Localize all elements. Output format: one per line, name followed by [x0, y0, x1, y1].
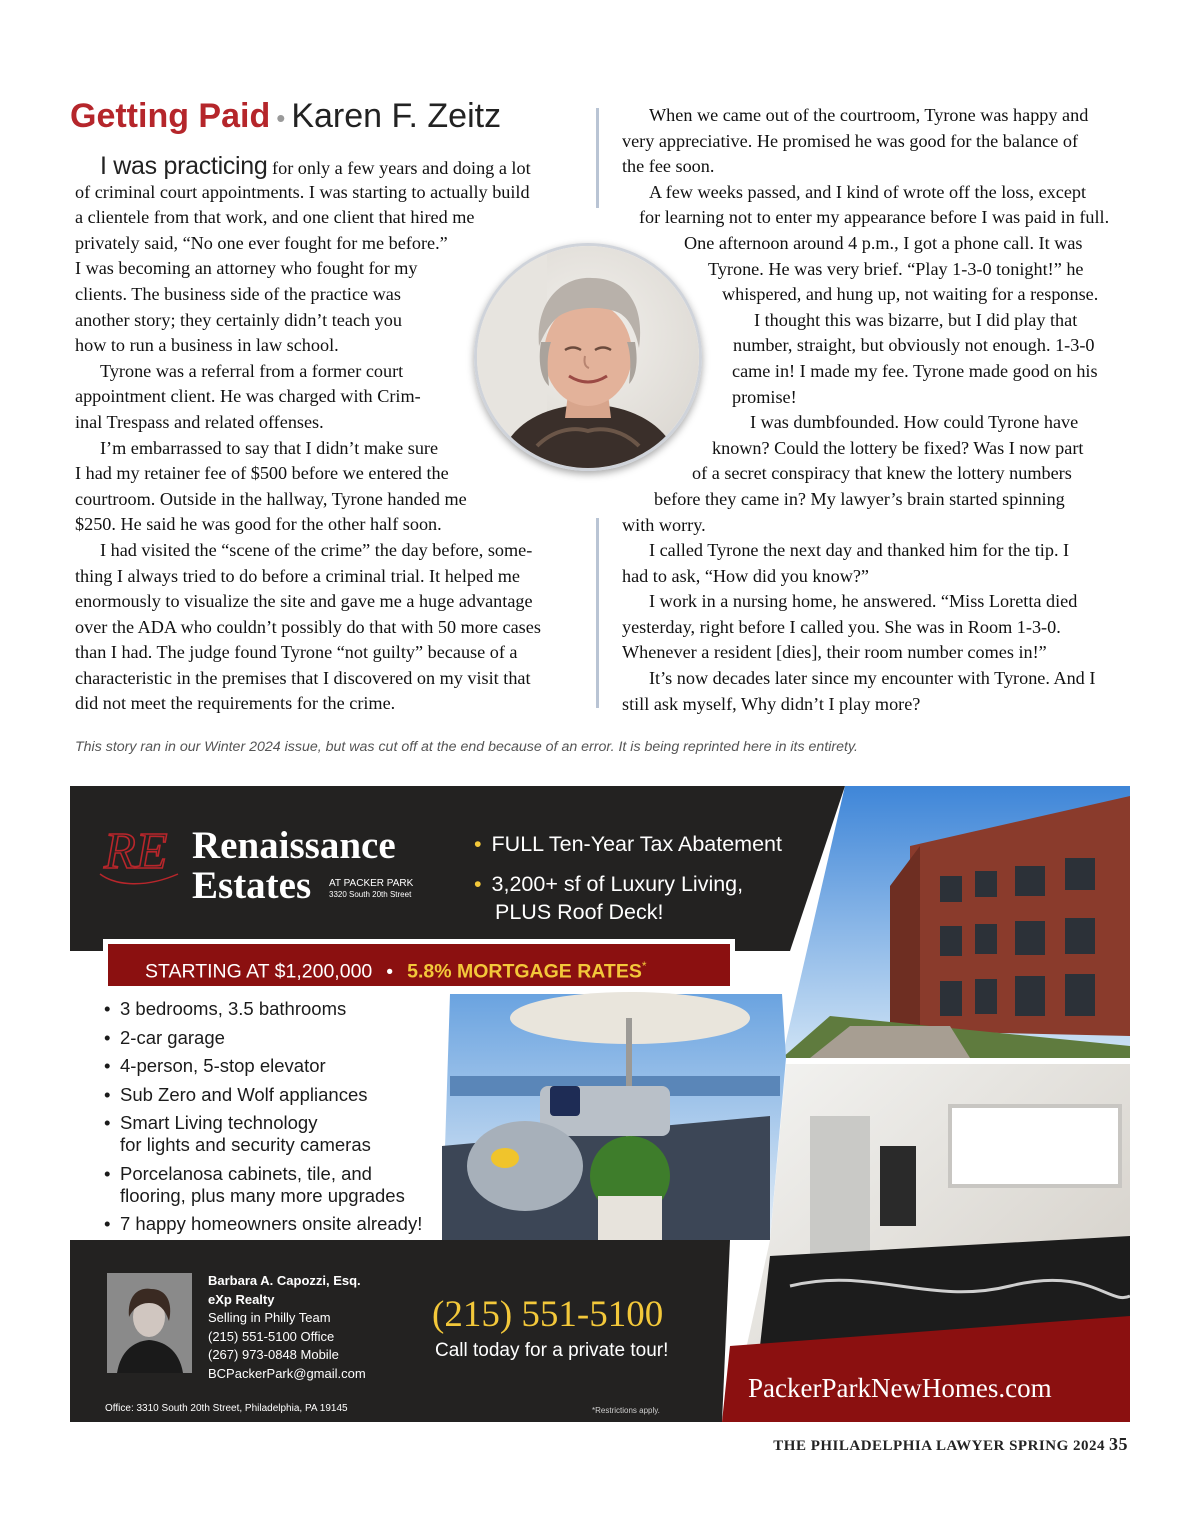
text-line: I was dumbfounded. How could Tyrone have	[750, 412, 1079, 433]
text-line: Tyrone. He was very brief. “Play 1-3-0 tonight!” he	[708, 258, 1084, 279]
article-title	[70, 96, 501, 138]
list-item: • 7 happy homeowners onsite already!	[104, 1213, 422, 1235]
text-line: than I had. The judge found Tyrone “not guilty” because of a	[75, 642, 518, 663]
agent-info	[208, 1272, 366, 1383]
price-banner: STARTING AT $1,200,000 • 5.8% MORTGAGE RATES*	[145, 959, 647, 983]
text-line: before they came in? My lawyer’s brain started spinning	[654, 488, 1065, 509]
lead-in: I was practicing	[100, 152, 268, 180]
list-item: • 2-car garage	[104, 1027, 422, 1049]
agent-office-phone[interactable]: (215) 551-5100 Office	[208, 1328, 335, 1344]
text-line: yesterday, right before I called you. She was in Room 1-3-0.	[622, 616, 1061, 637]
title-text: Getting Paid	[70, 97, 271, 135]
agent-mobile[interactable]: (267) 973-0848 Mobile	[208, 1347, 339, 1362]
text-line: A few weeks passed, and I kind of wrote off the loss, except	[649, 181, 1087, 202]
column-divider	[596, 108, 599, 208]
features-list	[104, 998, 422, 1242]
text-line: privately said, “No one ever fought for me before.”	[75, 232, 448, 253]
agent-name: Barbara A. Capozzi, Esq.	[208, 1273, 361, 1288]
text-line: over the ADA who couldn’t possibly do that with 50 more cases	[75, 616, 541, 637]
text-line: number, straight, but obviously not enough. 1-3-0	[733, 335, 1095, 356]
text-line: I thought this was bizarre, but I did play that	[754, 309, 1078, 330]
text-line: came in! I made my fee. Tyrone made good on his	[732, 360, 1098, 381]
text-line: of a secret conspiracy that knew the lottery numbers	[692, 463, 1072, 484]
brand-line1: Renaissance	[192, 824, 396, 867]
text-line: When we came out of the courtroom, Tyrone was happy and	[649, 105, 1089, 125]
text-line: I had visited the “scene of the crime” the day before, some-	[100, 539, 533, 560]
text-line: $250. He said he was good for the other half soon.	[75, 514, 442, 535]
brand-sub2: 3320 South 20th Street	[329, 890, 412, 899]
text-line: of criminal court appointments. I was starting to actually build	[75, 181, 530, 202]
author-photo	[474, 243, 702, 471]
text-line: clients. The business side of the practice was	[75, 283, 401, 304]
text-line: how to run a business in law school.	[75, 335, 339, 356]
list-item: • 3 bedrooms, 3.5 bathrooms	[104, 998, 422, 1020]
highlight-tax: • FULL Ten-Year Tax Abatement	[474, 832, 782, 856]
list-item: • Porcelanosa cabinets, tile, and flooring, plus many more upgrades	[104, 1163, 422, 1207]
text-line: had to ask, “How did you know?”	[622, 565, 869, 586]
text-line: very appreciative. He promised he was good for the balance of	[622, 130, 1079, 151]
text-line: Tyrone was a referral from a former court	[100, 360, 404, 381]
phone-number[interactable]: (215) 551-5100	[432, 1294, 664, 1335]
text-line: One afternoon around 4 p.m., I got a phone call. It was	[684, 232, 1083, 253]
column-divider	[596, 518, 599, 708]
call-to-action: Call today for a private tour!	[435, 1340, 669, 1361]
text-line: known? Could the lottery be fixed? Was I now part	[712, 437, 1084, 458]
publication-name: THE PHILADELPHIA LAWYER SPRING 2024	[773, 1438, 1105, 1454]
text-line: Whenever a resident [dies], their room number comes in!”	[622, 642, 1047, 663]
text-line: with worry.	[622, 514, 706, 535]
text-line: the fee soon.	[622, 156, 715, 177]
text-line: still ask myself, Why didn’t I play more?	[622, 693, 921, 714]
agent-photo	[107, 1273, 192, 1373]
text-line: promise!	[732, 386, 797, 407]
brand-sub1: AT PACKER PARK	[329, 878, 414, 889]
text-line: I work in a nursing home, he answered. “Miss Loretta died	[649, 591, 1078, 612]
text-line: I was becoming an attorney who fought for my	[75, 258, 418, 279]
list-item: • Smart Living technology for lights and security cameras	[104, 1112, 422, 1156]
text-line: for learning not to enter my appearance before I was paid in full.	[639, 207, 1110, 228]
rate-text: 5.8% MORTGAGE RATES	[407, 960, 642, 983]
right-column	[622, 103, 1142, 717]
text-line: I was practicing for only a few years and doing a lot	[100, 152, 531, 180]
text-line: whispered, and hung up, not waiting for a response.	[722, 284, 1099, 305]
text-line: thing I always tried to do before a criminal trial. It helped me	[75, 565, 520, 586]
text-line: a clientele from that work, and one client that hired me	[75, 207, 475, 228]
text-line: I called Tyrone the next day and thanked him for the tip. I	[649, 540, 1070, 561]
brand-line2: Estates	[192, 864, 312, 907]
text-line: I’m embarrassed to say that I didn’t make sure	[100, 437, 439, 458]
text-line: characteristic in the premises that I discovered on my visit that	[75, 667, 531, 688]
text-line: did not meet the requirements for the crime.	[75, 693, 396, 714]
page-footer	[773, 1434, 1128, 1455]
list-item: • Sub Zero and Wolf appliances	[104, 1084, 422, 1106]
logo-monogram: RE	[104, 823, 168, 880]
agent-company: eXp Realty	[208, 1291, 275, 1307]
list-item: • 4-person, 5-stop elevator	[104, 1055, 422, 1077]
highlight-sqft: • 3,200+ sf of Luxury Living, PLUS Roof Deck!	[474, 872, 744, 924]
agent-team: Selling in Philly Team	[208, 1310, 331, 1325]
page-number: 35	[1109, 1434, 1128, 1454]
text-line: another story; they certainly didn’t teach you	[75, 309, 402, 330]
title-separator: •	[276, 103, 286, 133]
agent-email[interactable]: BCPackerPark@gmail.com	[208, 1365, 366, 1381]
text-line: inal Trespass and related offenses.	[75, 411, 324, 432]
restrictions-note: *Restrictions apply.	[592, 1406, 660, 1415]
office-address: Office: 3310 South 20th Street, Philadelphia, PA 19145	[105, 1403, 348, 1414]
author-name: Karen F. Zeitz	[291, 97, 502, 135]
price-text: STARTING AT $1,200,000	[145, 960, 373, 983]
text-line: I had my retainer fee of $500 before we entered the	[75, 463, 449, 484]
text-line: enormously to visualize the site and gave me a huge advantage	[75, 591, 533, 612]
website-link[interactable]: PackerParkNewHomes.com	[748, 1373, 1052, 1403]
text-line: appointment client. He was charged with Crim-	[75, 386, 421, 407]
estates-logo	[96, 816, 186, 892]
editor-note: This story ran in our Winter 2024 issue, but was cut off at the end because of an error. It is being reprinted here in its entirety.	[75, 739, 858, 755]
text-line: It’s now decades later since my encounter with Tyrone. And I	[649, 668, 1096, 689]
text-line: courtroom. Outside in the hallway, Tyrone handed me	[75, 488, 467, 509]
